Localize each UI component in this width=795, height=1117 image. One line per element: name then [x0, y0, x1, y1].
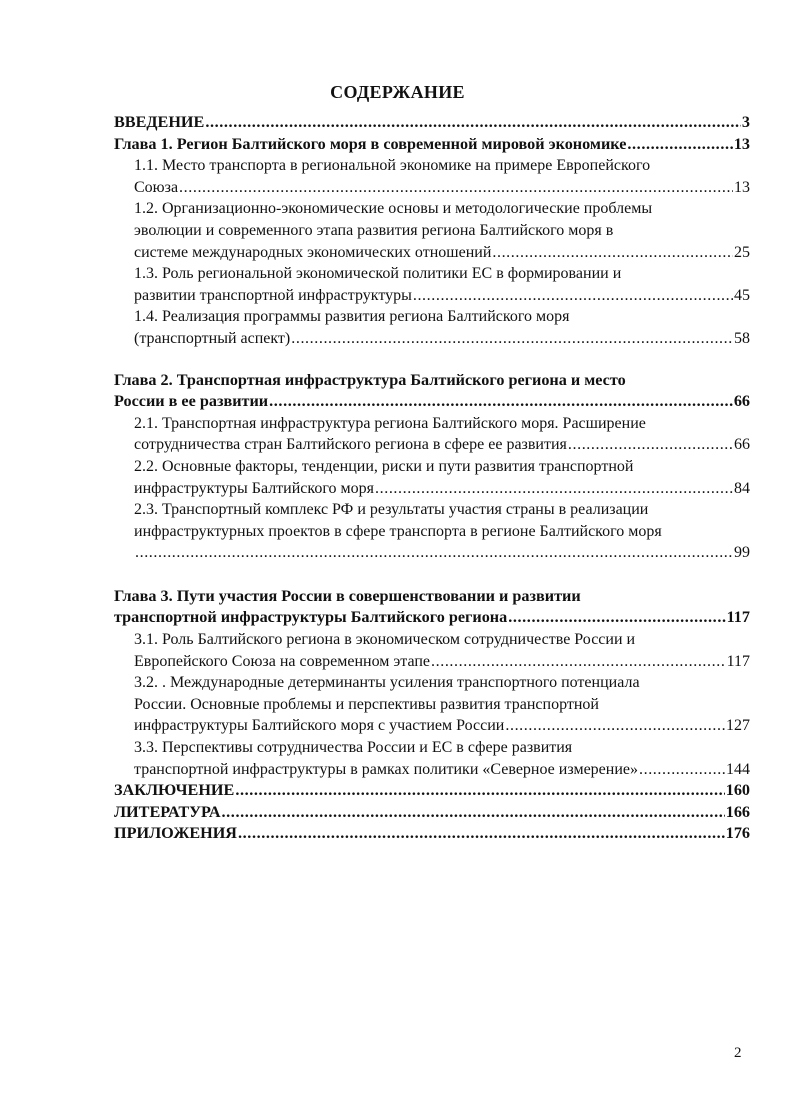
toc-entry-conclusion[interactable]: [114, 780, 750, 802]
toc-page-number: 99: [734, 544, 750, 562]
toc-entry-label: Европейского Союза на современном этапе: [134, 652, 431, 670]
toc-entry-line: 2.1. Транспортная инфраструктура региона Балтийского моря. Расширение: [134, 414, 646, 432]
toc-page-number: 117: [726, 608, 750, 627]
toc-entry-label: транспортной инфраструктуры Балтийского региона: [114, 608, 508, 627]
toc-entry-section-1-3[interactable]: [114, 263, 750, 306]
toc-page-number: 13: [734, 178, 750, 196]
toc-entry-label: сотрудничества стран Балтийского региона в сфере ее развития: [134, 436, 567, 454]
toc-entry-label: инфраструктуры Балтийского моря: [134, 479, 375, 497]
dot-leader: [179, 177, 733, 199]
dot-leader: [269, 391, 733, 413]
dot-leader: [135, 542, 733, 564]
toc-entry-section-2-1[interactable]: [114, 413, 750, 456]
toc-entry-line: 2.3. Транспортный комплекс РФ и результаты участия страны в реализации: [134, 501, 649, 519]
toc-entry-label: транспортной инфраструктуры в рамках политики «Северное измерение»: [134, 760, 638, 778]
toc-entry-line: 2.2. Основные факторы, тенденции, риски и пути развития транспортной: [134, 457, 634, 475]
dot-leader: [505, 715, 725, 737]
toc-entry-line: Глава 2. Транспортная инфраструктура Балтийского региона и место: [114, 370, 626, 389]
dot-leader: [568, 434, 733, 456]
table-of-contents: [114, 112, 750, 845]
toc-page-number: 66: [733, 392, 750, 411]
toc-entry-section-3-2[interactable]: [114, 672, 750, 737]
spacer: [114, 350, 750, 370]
toc-entry-chapter-1[interactable]: [114, 134, 750, 156]
toc-entry-appendix[interactable]: [114, 823, 750, 845]
toc-entry-introduction[interactable]: [114, 112, 750, 134]
toc-entry-section-3-1[interactable]: [114, 629, 750, 672]
toc-page-number: 13: [733, 134, 750, 153]
spacer: [114, 564, 750, 586]
toc-page-number: 58: [734, 329, 750, 347]
toc-entry-line: 3.1. Роль Балтийского региона в экономическом сотрудничестве России и: [134, 631, 636, 649]
toc-entry-line: 3.2. . Международные детерминанты усиления транспортного потенциала: [134, 674, 640, 692]
toc-entry-line: 3.3. Перспективы сотрудничества России и ЕС в сфере развития: [134, 739, 573, 757]
toc-entry-line: 1.2. Организационно-экономические основы и методологические проблемы: [134, 200, 653, 218]
dot-leader: [235, 780, 724, 802]
toc-page-number: 144: [726, 760, 750, 778]
toc-entry-line: России. Основные проблемы и перспективы развития транспортной: [134, 695, 599, 713]
toc-entry-label: инфраструктуры Балтийского моря с участием России: [134, 717, 505, 735]
toc-entry-section-1-2[interactable]: [114, 198, 750, 263]
toc-page-number: 84: [734, 479, 750, 497]
toc-entry-label: Союза: [134, 178, 179, 196]
page-number: 2: [734, 1045, 742, 1061]
toc-entry-section-3-3[interactable]: [114, 737, 750, 780]
toc-page-number: 176: [725, 824, 750, 843]
dot-leader: [291, 328, 733, 350]
toc-entry-line: 1.4. Реализация программы развития региона Балтийского моря: [134, 308, 570, 326]
toc-page-number: 25: [734, 243, 750, 261]
toc-entry-section-1-1[interactable]: [114, 155, 750, 198]
toc-entry-label: ВВЕДЕНИЕ: [114, 113, 205, 131]
toc-page-number: 66: [734, 436, 750, 454]
toc-page-number: 160: [725, 781, 750, 800]
toc-page-number: 127: [726, 717, 750, 735]
toc-page-number: 3: [741, 113, 750, 131]
toc-entry-line: эволюции и современного этапа развития региона Балтийского моря в: [134, 221, 614, 239]
toc-entry-label: ЗАКЛЮЧЕНИЕ: [114, 781, 235, 800]
dot-leader: [413, 285, 733, 307]
toc-entry-label: системе международных экономических отношений: [134, 243, 492, 261]
dot-leader: [205, 112, 741, 134]
toc-entry-line: 1.1. Место транспорта в региональной экономике на примере Европейского: [134, 157, 651, 175]
toc-entry-label: развитии транспортной инфраструктуры: [134, 286, 412, 304]
toc-page-number: 166: [725, 802, 750, 821]
toc-entry-label: Глава 1. Регион Балтийского моря в современной мировой экономике: [114, 134, 627, 153]
toc-entry-label: (транспортный аспект): [134, 329, 291, 347]
dot-leader: [627, 134, 732, 156]
dot-leader: [375, 478, 733, 500]
dot-leader: [492, 242, 733, 264]
toc-entry-section-1-4[interactable]: [114, 306, 750, 349]
dot-leader: [222, 802, 725, 824]
page-title: СОДЕРЖАНИЕ: [330, 82, 465, 102]
toc-entry-line: 1.3. Роль региональной экономической политики ЕС в формировании и: [134, 265, 622, 283]
dot-leader: [639, 759, 725, 781]
dot-leader: [238, 823, 725, 845]
toc-entry-line: инфраструктурных проектов в сфере транспорта в регионе Балтийского моря: [134, 522, 662, 540]
toc-entry-section-2-3[interactable]: [114, 499, 750, 564]
toc-entry-label: ПРИЛОЖЕНИЯ: [114, 824, 237, 843]
toc-entry-section-2-2[interactable]: [114, 456, 750, 499]
toc-entry-chapter-2[interactable]: [114, 370, 750, 413]
toc-entry-label: России в ее развитии: [114, 392, 269, 411]
toc-page-number: 45: [734, 286, 750, 304]
toc-entry-literature[interactable]: [114, 802, 750, 824]
dot-leader: [508, 607, 725, 629]
toc-entry-line: Глава 3. Пути участия России в совершенствовании и развитии: [114, 586, 581, 605]
toc-entry-label: ЛИТЕРАТУРА: [114, 802, 221, 821]
toc-page-number: 117: [726, 652, 750, 670]
toc-entry-chapter-3[interactable]: [114, 586, 750, 629]
dot-leader: [431, 651, 726, 673]
